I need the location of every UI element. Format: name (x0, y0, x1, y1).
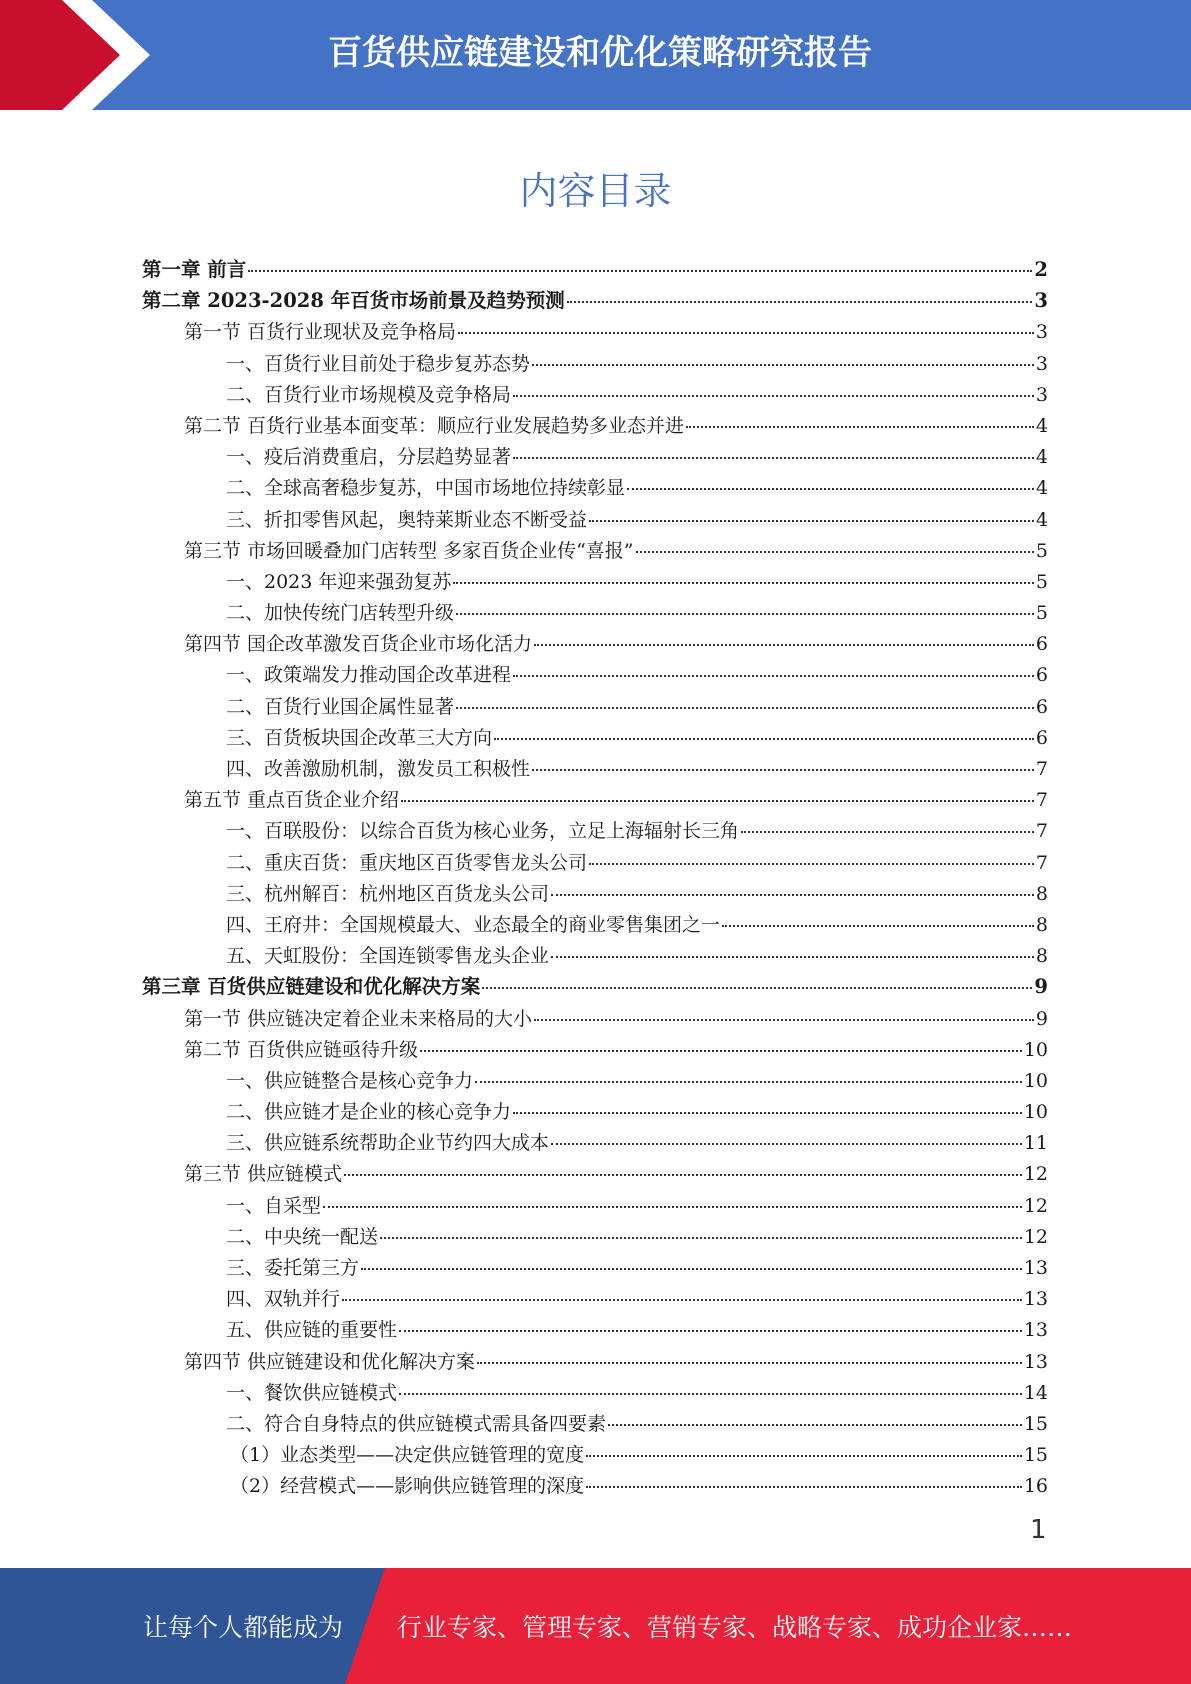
toc-page-number: 12 (1023, 1163, 1048, 1186)
toc-page-number: 13 (1023, 1350, 1048, 1373)
toc-entry-title: 第二节 百货行业基本面变革：顺应行业发展趋势多业态并进 (184, 414, 685, 437)
toc-dot-leader (399, 1310, 1022, 1332)
table-of-contents (142, 254, 1048, 1502)
toc-page-number: 3 (1035, 383, 1048, 406)
toc-entry-title: 一、疫后消费重启，分层趋势显著 (226, 446, 512, 469)
toc-entry-title: 第三章 百货供应链建设和优化解决方案 (142, 975, 481, 999)
toc-dot-leader (380, 1217, 1022, 1239)
toc-page-number: 5 (1035, 570, 1048, 593)
toc-page-number: 3 (1034, 289, 1048, 313)
toc-page-number: 15 (1023, 1444, 1048, 1467)
toc-dot-leader (513, 1092, 1022, 1114)
toc-dot-leader (344, 1154, 1022, 1176)
toc-entry-title: 二、百货行业市场规模及竞争格局 (226, 383, 512, 406)
toc-page-number: 14 (1023, 1381, 1048, 1404)
toc-page-number: 5 (1035, 602, 1048, 625)
toc-entry-title: 五、天虹股份：全国连锁零售龙头企业 (226, 945, 550, 968)
toc-entry-title: 第一章 前言 (142, 258, 247, 281)
toc-subsection-row[interactable] (142, 1470, 1048, 1501)
report-title: 百货供应链建设和优化策略研究报告 (328, 33, 872, 73)
toc-entry-title: 二、全球高奢稳步复苏，中国市场地位持续彰显 (226, 477, 626, 500)
toc-page-number: 8 (1035, 913, 1048, 936)
toc-heading: 内容目录 (519, 169, 672, 213)
toc-page-number: 7 (1035, 851, 1048, 874)
toc-page-number: 6 (1035, 633, 1048, 656)
toc-dot-leader (456, 687, 1034, 709)
toc-page-number: 7 (1035, 789, 1048, 812)
toc-page-number: 4 (1035, 508, 1048, 531)
toc-entry-title: 四、双轨并行 (226, 1288, 341, 1311)
toc-dot-leader (608, 1404, 1022, 1426)
toc-dot-leader (722, 905, 1034, 927)
toc-entry-title: 第四节 国企改革激发百货企业市场化活力 (184, 633, 533, 656)
toc-dot-leader (453, 562, 1034, 584)
toc-dot-leader (551, 874, 1034, 896)
toc-entry-title: 第三节 供应链模式 (184, 1163, 343, 1186)
toc-entry-title: 第三节 市场回暖叠加门店转型 多家百货企业传“喜报” (184, 539, 634, 562)
toc-dot-leader (401, 780, 1034, 802)
toc-page-number: 9 (1034, 975, 1048, 999)
toc-page-number: 13 (1023, 1257, 1048, 1279)
toc-page-number: 4 (1035, 446, 1048, 469)
toc-dot-leader (248, 250, 1032, 272)
toc-page-number: 13 (1023, 1319, 1048, 1342)
toc-page-number: 3 (1035, 321, 1048, 344)
toc-page-number: 6 (1035, 726, 1048, 749)
toc-page-number: 6 (1035, 695, 1048, 718)
toc-page-number: 3 (1035, 352, 1048, 375)
toc-dot-leader (513, 655, 1034, 677)
toc-page-number: 12 (1023, 1225, 1048, 1248)
toc-page-number: 7 (1035, 820, 1048, 843)
toc-entry-title: 三、委托第三方 (226, 1257, 360, 1279)
toc-dot-leader (420, 1030, 1022, 1052)
toc-entry-title: 三、供应链系统帮助企业节约四大成本 (226, 1132, 550, 1155)
toc-dot-leader (589, 843, 1034, 865)
toc-entry-title: 二、符合自身特点的供应链模式需具备四要素 (226, 1412, 607, 1435)
toc-dot-leader (458, 312, 1034, 334)
toc-entry-title: 四、王府井：全国规模最大、业态最全的商业零售集团之一 (226, 913, 721, 936)
footer-slogan-right: 行业专家、管理专家、营销专家、战略专家、成功企业家…… (397, 1613, 1073, 1642)
header-red-arrow-decoration (0, 0, 150, 110)
toc-dot-leader (586, 1466, 1022, 1488)
toc-entry-title: 二、中央统一配送 (226, 1225, 379, 1248)
toc-dot-leader (494, 718, 1034, 740)
toc-entry-title: 四、改善激励机制，激发员工积极性 (226, 758, 531, 780)
toc-dot-leader (532, 344, 1034, 366)
toc-dot-leader (399, 1373, 1022, 1395)
toc-entry-title: （2）经营模式——影响供应链管理的深度 (230, 1475, 585, 1498)
toc-page-number: 4 (1035, 414, 1048, 437)
toc-entry-title: 三、杭州解百：杭州地区百货龙头公司 (226, 882, 550, 905)
toc-dot-leader (686, 406, 1034, 428)
toc-dot-leader (551, 1123, 1022, 1145)
toc-page-number: 2 (1034, 258, 1048, 281)
toc-dot-leader (323, 1186, 1022, 1208)
toc-entry-title: 第四节 供应链建设和优化解决方案 (184, 1350, 476, 1373)
toc-page-number: 16 (1023, 1475, 1048, 1498)
toc-entry-title: 二、加快传统门店转型升级 (226, 602, 455, 625)
toc-page-number: 4 (1035, 477, 1048, 500)
toc-dot-leader (534, 999, 1034, 1021)
page-number: 1 (1030, 1515, 1047, 1545)
toc-page-number: 8 (1035, 945, 1048, 968)
toc-dot-leader (361, 1248, 1022, 1270)
toc-dot-leader (586, 1435, 1022, 1457)
toc-page-number: 5 (1035, 539, 1048, 562)
toc-entry-title: 一、餐饮供应链模式 (226, 1381, 398, 1404)
toc-dot-leader (475, 1061, 1022, 1083)
toc-page-number: 11 (1023, 1132, 1048, 1155)
toc-page-number: 10 (1023, 1069, 1048, 1092)
toc-entry-title: 一、自采型 (226, 1194, 322, 1217)
toc-page-number: 12 (1023, 1194, 1048, 1217)
toc-page-number: 13 (1023, 1288, 1048, 1311)
toc-page-number: 10 (1023, 1101, 1048, 1124)
toc-entry-title: 一、政策端发力推动国企改革进程 (226, 664, 512, 687)
toc-dot-leader (482, 967, 1032, 989)
toc-dot-leader (534, 624, 1034, 646)
toc-page-number: 10 (1023, 1038, 1048, 1061)
toc-page-number: 15 (1023, 1412, 1048, 1435)
toc-entry-title: 三、百货板块国企改革三大方向 (226, 726, 493, 749)
toc-entry-title: 第二节 百货供应链亟待升级 (184, 1038, 419, 1061)
toc-dot-leader (636, 531, 1034, 553)
toc-dot-leader (342, 1279, 1022, 1301)
toc-page-number: 9 (1035, 1007, 1048, 1030)
footer-slogan-left: 让每个人都能成为 (143, 1613, 344, 1642)
toc-dot-leader (627, 468, 1034, 490)
toc-entry-title: 五、供应链的重要性 (226, 1319, 398, 1342)
toc-entry-title: 二、供应链才是企业的核心竞争力 (226, 1101, 512, 1124)
toc-entry-title: 第二章 2023-2028 年百货市场前景及趋势预测 (142, 289, 565, 313)
page-header (0, 0, 1191, 110)
toc-entry-title: 一、百货行业目前处于稳步复苏态势 (226, 352, 531, 375)
toc-entry-title: 二、百货行业国企属性显著 (226, 695, 455, 718)
toc-dot-leader (513, 437, 1034, 459)
toc-dot-leader (567, 281, 1033, 303)
toc-page-number: 7 (1035, 758, 1048, 780)
toc-dot-leader (589, 500, 1034, 522)
toc-entry-title: （1）业态类型——决定供应链管理的宽度 (230, 1444, 585, 1467)
toc-entry-title: 三、折扣零售风起，奥特莱斯业态不断受益 (226, 508, 588, 531)
toc-page-number: 8 (1035, 882, 1048, 905)
toc-dot-leader (532, 749, 1034, 771)
toc-dot-leader (513, 375, 1034, 397)
toc-page-number: 6 (1035, 664, 1048, 687)
toc-entry-title: 第一节 供应链决定着企业未来格局的大小 (184, 1007, 533, 1030)
toc-entry-title: 第一节 百货行业现状及竞争格局 (184, 321, 457, 344)
toc-entry-title: 一、2023 年迎来强劲复苏 (226, 570, 452, 593)
toc-entry-title: 一、供应链整合是核心竞争力 (226, 1069, 474, 1092)
toc-entry-title: 一、百联股份：以综合百货为核心业务，立足上海辐射长三角 (226, 820, 740, 843)
toc-entry-title: 二、重庆百货：重庆地区百货零售龙头公司 (226, 851, 588, 874)
toc-dot-leader (477, 1342, 1022, 1364)
toc-entry-title: 第五节 重点百货企业介绍 (184, 789, 400, 812)
toc-dot-leader (456, 593, 1034, 615)
toc-dot-leader (551, 936, 1034, 958)
toc-dot-leader (741, 811, 1034, 833)
